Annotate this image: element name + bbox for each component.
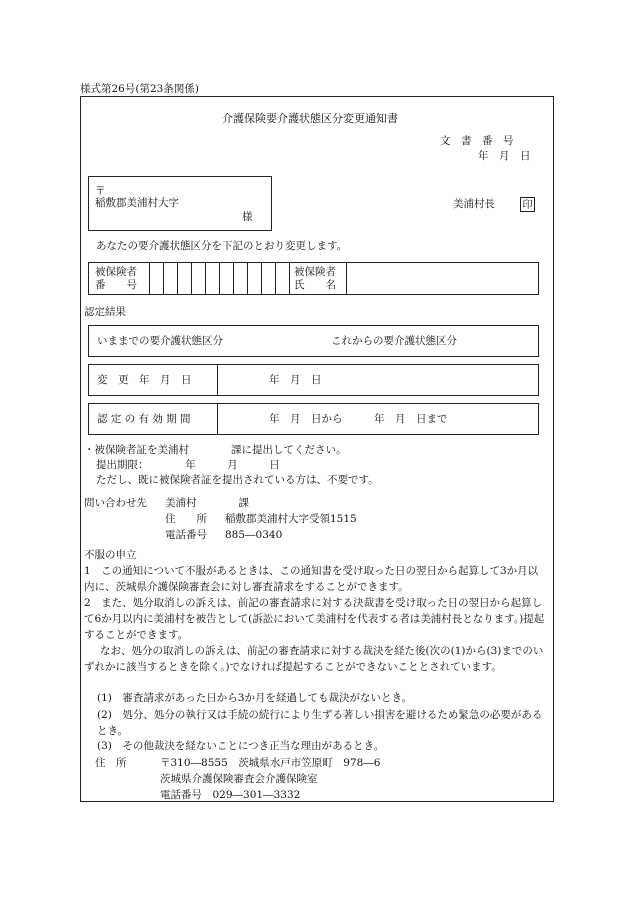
contact-address: 稲敷郡美浦村大字受領1515	[225, 513, 357, 525]
insured-name-label-2: 氏 名	[294, 279, 336, 291]
appeal-sub-item-1: (1) 審査請求があった日から3か月を経過しても裁決がないとき。	[97, 692, 413, 704]
insured-number-label-1: 被保険者	[95, 266, 137, 278]
submit-instruction: ・被保険者証を美浦村 課に提出してください。	[84, 444, 347, 456]
change-date-label: 変 更 年 月 日	[97, 374, 192, 386]
digit-cell-divider	[247, 263, 248, 294]
divider	[149, 263, 150, 294]
divider	[217, 404, 218, 434]
document-number: 文 書 番 号	[440, 135, 514, 147]
review-board-organization: 茨城県介護保険審査会介護保険室	[160, 773, 318, 785]
validity-row	[88, 403, 539, 435]
divider	[289, 263, 290, 294]
divider	[346, 263, 347, 294]
insured-name-label-1: 被保険者	[294, 266, 336, 278]
new-care-level-label: これからの要介護状態区分	[331, 335, 457, 347]
validity-period-label: 認 定 の 有 効 期 間	[97, 413, 191, 425]
review-board-phone: 電話番号 029―301―3332	[160, 789, 301, 801]
appeal-sub-item-2: (2) 処分、処分の執行又は手続の続行により生ずる著しい損害を避けるため緊急の必要があるとき。	[97, 709, 543, 737]
appeal-item-1: 1 この通知について不服があるときは、この通知書を受け取った日の翌日から起算して3か月以内に、茨城県介護保険審査会に対し審査請求をすることができます。	[84, 565, 539, 593]
change-date-row	[88, 364, 539, 396]
digit-cell-divider	[205, 263, 206, 294]
digit-cell-divider	[163, 263, 164, 294]
submit-deadline: 提出期限： 年 月 日	[96, 459, 280, 471]
contact-address-label: 住 所	[165, 513, 207, 525]
digit-cell-divider	[219, 263, 220, 294]
submit-note: ただし、既に被保険者証を提出されている方は、不要です。	[96, 474, 379, 486]
appeal-sub-item-3: (3) その他裁決を経ないことにつき正当な理由があるとき。	[97, 740, 385, 752]
review-board-address: 〒310―8555 茨城県水戸市笠原町 978―6	[160, 757, 381, 769]
divider	[217, 365, 218, 395]
digit-cell-divider	[191, 263, 192, 294]
appeal-heading: 不服の申立	[84, 549, 137, 561]
contact-office: 美浦村 課	[165, 497, 249, 509]
postal-mark: 〒	[95, 185, 106, 197]
address-box	[88, 176, 272, 231]
insured-table	[88, 262, 539, 295]
change-date-value: 年 月 日	[269, 374, 322, 386]
form-label: 様式第26号(第23条関係)	[80, 83, 199, 95]
intro-text: あなたの要介護状態区分を下記のとおり変更します。	[96, 240, 348, 252]
previous-care-level-label: いままでの要介護状態区分	[97, 335, 223, 347]
seal-mark: 印	[520, 197, 535, 212]
digit-cell-divider	[233, 263, 234, 294]
validity-period-value: 年 月 日から 年 月 日まで	[269, 413, 448, 425]
review-board-address-label: 住 所	[95, 757, 127, 769]
issue-date: 年 月 日	[478, 150, 531, 162]
address-line: 稲敷郡美浦村大字	[95, 197, 179, 209]
contact-phone-label: 電話番号	[165, 529, 207, 541]
sender-name: 美浦村長	[453, 198, 495, 210]
digit-cell-divider	[261, 263, 262, 294]
care-level-box	[88, 325, 539, 357]
digit-cell-divider	[177, 263, 178, 294]
appeal-item-2-note: なお、処分の取消しの訴えは、前記の審査請求に対する裁決を経た後(次の(1)から(3)までのいずれかに該当するときを除く。)でなければ提起することができないこととされています。	[84, 645, 544, 673]
contact-label: 問い合わせ先	[84, 497, 147, 509]
honorific: 様	[242, 211, 253, 223]
form-title: 介護保険要介護状態区分変更通知書	[222, 112, 398, 125]
result-heading: 認定結果	[84, 306, 126, 318]
contact-phone: 885―0340	[225, 529, 283, 541]
insured-number-label-2: 番 号	[95, 279, 137, 291]
appeal-item-2: 2 また、処分取消しの訴えは、前記の審査請求に対する決裁書を受け取った日の翌日から起算して6か月以内に美浦村を被告として(訴訟において美浦村を代表する者は美浦村長となります。)提起することができます。	[84, 597, 545, 641]
digit-cell-divider	[275, 263, 276, 294]
